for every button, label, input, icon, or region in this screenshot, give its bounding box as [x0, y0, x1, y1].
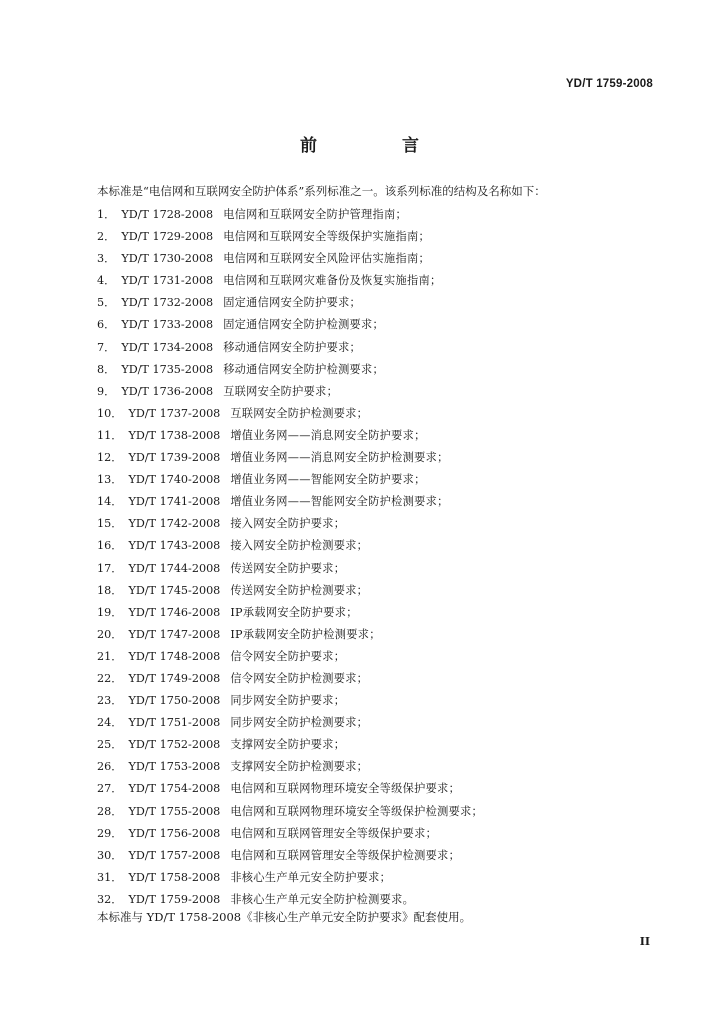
- list-item: [97, 604, 483, 626]
- item-standard-name: 同步网安全防护检测要求；: [230, 716, 369, 730]
- item-standard-name: 接入网安全防护检测要求；: [230, 539, 369, 553]
- item-standard-code: YD/T 1731-2008: [121, 274, 214, 288]
- item-number: 31．: [97, 870, 123, 884]
- item-standard-code: YD/T 1752-2008: [128, 738, 221, 752]
- item-standard-code: YD/T 1745-2008: [128, 583, 221, 597]
- list-item: [97, 383, 483, 405]
- item-standard-name: 非核心生产单元安全防护要求；: [230, 870, 392, 884]
- item-standard-code: YD/T 1738-2008: [128, 428, 221, 442]
- list-item: [97, 560, 483, 582]
- item-number: 12．: [97, 451, 123, 465]
- item-standard-name: IP承载网安全防护要求；: [230, 605, 358, 619]
- item-standard-code: YD/T 1735-2008: [121, 362, 214, 376]
- list-item: [97, 427, 483, 449]
- list-item: [97, 361, 483, 383]
- item-standard-code: YD/T 1729-2008: [121, 230, 214, 244]
- item-standard-name: 互联网安全防护检测要求；: [230, 406, 369, 420]
- item-standard-name: 移动通信网安全防护检测要求；: [223, 362, 385, 376]
- list-item: [97, 780, 483, 802]
- item-number: 25．: [97, 738, 123, 752]
- list-item: [97, 692, 483, 714]
- item-number: 9．: [97, 384, 116, 398]
- item-standard-name: 固定通信网安全防护检测要求；: [223, 318, 385, 332]
- list-item: [97, 250, 483, 272]
- item-number: 17．: [97, 561, 123, 575]
- item-standard-name: IP承载网安全防护检测要求；: [230, 627, 381, 641]
- item-standard-code: YD/T 1755-2008: [128, 804, 221, 818]
- list-item: [97, 515, 483, 537]
- list-item: [97, 803, 483, 825]
- list-item: [97, 670, 483, 692]
- item-standard-name: 电信网和互联网安全风险评估实施指南；: [223, 252, 430, 266]
- item-standard-name: 信令网安全防护要求；: [230, 649, 346, 663]
- item-standard-name: 移动通信网安全防护要求；: [223, 340, 362, 354]
- list-item: [97, 825, 483, 847]
- item-standard-name: 电信网和互联网物理环境安全等级保护检测要求；: [230, 804, 484, 818]
- item-standard-code: YD/T 1746-2008: [128, 605, 221, 619]
- item-standard-name: 支撑网安全防护要求；: [230, 738, 346, 752]
- item-number: 11．: [97, 428, 123, 442]
- list-item: [97, 847, 483, 869]
- item-standard-name: 增值业务网——消息网安全防护检测要求；: [230, 451, 449, 465]
- item-number: 2．: [97, 230, 116, 244]
- item-standard-code: YD/T 1742-2008: [128, 517, 221, 531]
- item-number: 30．: [97, 848, 123, 862]
- list-item: [97, 272, 483, 294]
- list-item: [97, 626, 483, 648]
- list-item: [97, 316, 483, 338]
- item-standard-code: YD/T 1732-2008: [121, 296, 214, 310]
- item-standard-name: 传送网安全防护要求；: [230, 561, 346, 575]
- item-standard-code: YD/T 1749-2008: [128, 671, 221, 685]
- item-standard-name: 固定通信网安全防护要求；: [223, 296, 362, 310]
- item-number: 7．: [97, 340, 116, 354]
- item-standard-code: YD/T 1748-2008: [128, 649, 221, 663]
- item-standard-code: YD/T 1757-2008: [128, 848, 221, 862]
- item-standard-code: YD/T 1734-2008: [121, 340, 214, 354]
- item-standard-code: YD/T 1741-2008: [128, 495, 221, 509]
- list-item: [97, 869, 483, 891]
- item-number: 10．: [97, 406, 123, 420]
- item-standard-code: YD/T 1754-2008: [128, 782, 221, 796]
- item-standard-name: 互联网安全防护要求；: [223, 384, 339, 398]
- item-number: 29．: [97, 826, 123, 840]
- item-standard-name: 电信网和互联网灾难备份及恢复实施指南；: [223, 274, 442, 288]
- list-item: [97, 582, 483, 604]
- item-standard-code: YD/T 1759-2008: [128, 892, 221, 906]
- closing-paragraph: 本标准与 YD/T 1758-2008《非核心生产单元安全防护要求》配套使用。: [97, 910, 472, 924]
- item-number: 16．: [97, 539, 123, 553]
- list-item: [97, 648, 483, 670]
- item-standard-name: 增值业务网——智能网安全防护要求；: [230, 473, 426, 487]
- page-number: II: [639, 935, 650, 948]
- item-standard-code: YD/T 1744-2008: [128, 561, 221, 575]
- list-item: [97, 736, 483, 758]
- item-standard-name: 接入网安全防护要求；: [230, 517, 346, 531]
- list-item: [97, 758, 483, 780]
- standards-list: [97, 206, 483, 913]
- item-number: 28．: [97, 804, 123, 818]
- item-number: 13．: [97, 473, 123, 487]
- item-number: 24．: [97, 716, 123, 730]
- item-number: 32．: [97, 892, 123, 906]
- item-standard-name: 电信网和互联网安全防护管理指南；: [223, 208, 407, 221]
- item-number: 27．: [97, 782, 123, 796]
- item-standard-code: YD/T 1740-2008: [128, 473, 221, 487]
- item-number: 14．: [97, 495, 123, 509]
- item-number: 15．: [97, 517, 123, 531]
- item-standard-code: YD/T 1756-2008: [128, 826, 221, 840]
- list-item: [97, 493, 483, 515]
- item-standard-code: YD/T 1743-2008: [128, 539, 221, 553]
- item-standard-name: 信令网安全防护检测要求；: [230, 671, 369, 685]
- item-standard-code: YD/T 1739-2008: [128, 451, 221, 465]
- item-standard-name: 增值业务网——智能网安全防护检测要求；: [230, 495, 449, 509]
- item-standard-code: YD/T 1737-2008: [128, 406, 221, 420]
- item-number: 18．: [97, 583, 123, 597]
- item-standard-code: YD/T 1750-2008: [128, 694, 221, 708]
- item-standard-name: 电信网和互联网管理安全等级保护检测要求；: [230, 848, 461, 862]
- list-item: [97, 294, 483, 316]
- item-number: 1．: [97, 208, 116, 221]
- item-standard-name: 电信网和互联网物理环境安全等级保护要求；: [230, 782, 461, 796]
- item-standard-name: 电信网和互联网安全等级保护实施指南；: [223, 230, 430, 244]
- page-title: 前 言: [300, 136, 453, 156]
- item-number: 22．: [97, 671, 123, 685]
- list-item: [97, 471, 483, 493]
- item-standard-name: 传送网安全防护检测要求；: [230, 583, 369, 597]
- item-standard-code: YD/T 1733-2008: [121, 318, 214, 332]
- item-standard-code: YD/T 1736-2008: [121, 384, 214, 398]
- item-standard-code: YD/T 1751-2008: [128, 716, 221, 730]
- item-number: 21．: [97, 649, 123, 663]
- item-standard-code: YD/T 1730-2008: [121, 252, 214, 266]
- list-item: [97, 206, 483, 228]
- item-number: 26．: [97, 760, 123, 774]
- item-number: 3．: [97, 252, 116, 266]
- standard-code-header: YD/T 1759-2008: [565, 78, 653, 90]
- item-number: 8．: [97, 362, 116, 376]
- list-item: [97, 714, 483, 736]
- item-standard-name: 电信网和互联网管理安全等级保护要求；: [230, 826, 438, 840]
- item-number: 6．: [97, 318, 116, 332]
- list-item: [97, 449, 483, 471]
- intro-paragraph: 本标准是“电信网和互联网安全防护体系”系列标准之一。该系列标准的结构及名称如下：: [97, 184, 546, 198]
- item-standard-name: 同步网安全防护要求；: [230, 694, 346, 708]
- item-number: 4．: [97, 274, 116, 288]
- item-standard-code: YD/T 1758-2008: [128, 870, 221, 884]
- item-number: 5．: [97, 296, 116, 310]
- item-number: 20．: [97, 627, 123, 641]
- list-item: [97, 339, 483, 361]
- item-standard-name: 支撑网安全防护检测要求；: [230, 760, 369, 774]
- item-standard-code: YD/T 1728-2008: [121, 208, 214, 221]
- item-standard-name: 非核心生产单元安全防护检测要求。: [230, 892, 415, 906]
- item-number: 23．: [97, 694, 123, 708]
- item-standard-code: YD/T 1753-2008: [128, 760, 221, 774]
- item-standard-name: 增值业务网——消息网安全防护要求；: [230, 428, 426, 442]
- item-standard-code: YD/T 1747-2008: [128, 627, 221, 641]
- list-item: [97, 405, 483, 427]
- item-number: 19．: [97, 605, 123, 619]
- list-item: [97, 228, 483, 250]
- list-item: [97, 537, 483, 559]
